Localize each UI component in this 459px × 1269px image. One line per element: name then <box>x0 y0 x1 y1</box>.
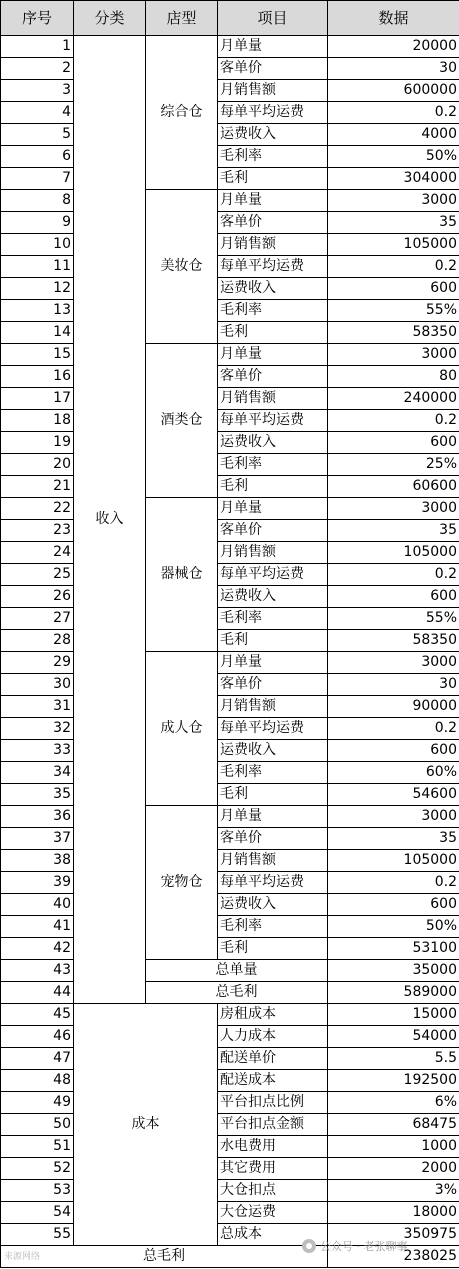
table-row <box>1 784 459 806</box>
item-cell[interactable]: 水电费用 <box>218 1136 328 1158</box>
table-row <box>1 1092 459 1114</box>
seq-cell[interactable]: 33 <box>1 740 74 762</box>
seq-cell[interactable]: 27 <box>1 608 74 630</box>
seq-cell[interactable]: 12 <box>1 278 74 300</box>
seq-cell[interactable]: 7 <box>1 168 74 190</box>
seq-cell[interactable]: 18 <box>1 410 74 432</box>
seq-cell[interactable]: 17 <box>1 388 74 410</box>
value-cell[interactable]: 600 <box>328 740 459 762</box>
item-cell[interactable]: 配送成本 <box>218 1070 328 1092</box>
value-cell[interactable]: 3000 <box>328 190 459 212</box>
table-row <box>1 190 459 212</box>
table-row <box>1 1070 459 1092</box>
header-row <box>1 1 459 36</box>
item-cell[interactable]: 运费收入 <box>218 740 328 762</box>
item-cell[interactable]: 月销售额 <box>218 234 328 256</box>
item-cell[interactable]: 每单平均运费 <box>218 410 328 432</box>
item-cell[interactable]: 毛利率 <box>218 608 328 630</box>
table-row <box>1 80 459 102</box>
grand-total-label-cell[interactable]: 总毛利 <box>1 1246 328 1268</box>
item-cell[interactable]: 毛利 <box>218 322 328 344</box>
seq-cell[interactable]: 38 <box>1 850 74 872</box>
item-cell[interactable]: 运费收入 <box>218 894 328 916</box>
value-cell[interactable]: 30 <box>328 674 459 696</box>
value-cell[interactable]: 3000 <box>328 498 459 520</box>
item-cell[interactable]: 每单平均运费 <box>218 256 328 278</box>
table-row <box>1 234 459 256</box>
table-row <box>1 520 459 542</box>
seq-cell[interactable]: 4 <box>1 102 74 124</box>
value-cell[interactable]: 4000 <box>328 124 459 146</box>
table-row <box>1 498 459 520</box>
value-cell[interactable]: 589000 <box>328 982 459 1004</box>
value-cell[interactable]: 0.2 <box>328 564 459 586</box>
item-cell[interactable]: 月单量 <box>218 36 328 58</box>
seq-cell[interactable]: 36 <box>1 806 74 828</box>
item-cell[interactable]: 毛利 <box>218 938 328 960</box>
item-cell[interactable]: 客单价 <box>218 828 328 850</box>
value-cell[interactable]: 105000 <box>328 542 459 564</box>
value-cell[interactable]: 304000 <box>328 168 459 190</box>
table-row <box>1 388 459 410</box>
seq-cell[interactable]: 3 <box>1 80 74 102</box>
seq-cell[interactable]: 28 <box>1 630 74 652</box>
table-row <box>1 674 459 696</box>
category-cost-cell[interactable]: 成本 <box>74 1004 218 1246</box>
seq-cell[interactable]: 2 <box>1 58 74 80</box>
seq-cell[interactable]: 34 <box>1 762 74 784</box>
seq-cell[interactable]: 10 <box>1 234 74 256</box>
item-cell[interactable]: 月销售额 <box>218 696 328 718</box>
value-cell[interactable]: 0.2 <box>328 102 459 124</box>
value-cell[interactable]: 54000 <box>328 1026 459 1048</box>
seq-cell[interactable]: 29 <box>1 652 74 674</box>
table-row <box>1 322 459 344</box>
seq-cell[interactable]: 24 <box>1 542 74 564</box>
seq-cell[interactable]: 11 <box>1 256 74 278</box>
item-cell[interactable]: 客单价 <box>218 366 328 388</box>
table-row <box>1 894 459 916</box>
item-cell[interactable]: 毛利率 <box>218 916 328 938</box>
table-row <box>1 960 459 982</box>
value-cell[interactable]: 350975 <box>328 1224 459 1246</box>
table-row <box>1 476 459 498</box>
seq-cell[interactable]: 37 <box>1 828 74 850</box>
item-cell[interactable]: 月单量 <box>218 652 328 674</box>
seq-cell[interactable]: 32 <box>1 718 74 740</box>
seq-cell[interactable]: 26 <box>1 586 74 608</box>
item-cell[interactable]: 总成本 <box>218 1224 328 1246</box>
value-cell[interactable]: 600 <box>328 278 459 300</box>
item-cell[interactable]: 毛利率 <box>218 300 328 322</box>
item-cell[interactable]: 房租成本 <box>218 1004 328 1026</box>
value-cell[interactable]: 18000 <box>328 1202 459 1224</box>
item-cell[interactable]: 运费收入 <box>218 278 328 300</box>
value-cell[interactable]: 0.2 <box>328 872 459 894</box>
item-cell[interactable]: 大仓扣点 <box>218 1180 328 1202</box>
seq-cell[interactable]: 13 <box>1 300 74 322</box>
table-row <box>1 300 459 322</box>
value-cell[interactable]: 30 <box>328 58 459 80</box>
item-cell[interactable]: 运费收入 <box>218 432 328 454</box>
value-cell[interactable]: 105000 <box>328 850 459 872</box>
seq-cell[interactable]: 31 <box>1 696 74 718</box>
watermark-left: 来源网络 <box>2 1249 42 1262</box>
table-row <box>1 146 459 168</box>
seq-cell[interactable]: 14 <box>1 322 74 344</box>
value-cell[interactable]: 1000 <box>328 1136 459 1158</box>
income-total-label-cell[interactable]: 总毛利 <box>146 982 328 1004</box>
value-cell[interactable]: 240000 <box>328 388 459 410</box>
value-cell[interactable]: 25% <box>328 454 459 476</box>
table-body <box>1 36 459 1268</box>
header-data[interactable]: 数据 <box>328 1 459 36</box>
table-row <box>1 1114 459 1136</box>
item-cell[interactable]: 平台扣点金额 <box>218 1114 328 1136</box>
income-total-label-cell[interactable]: 总单量 <box>146 960 328 982</box>
seq-cell[interactable]: 22 <box>1 498 74 520</box>
seq-cell[interactable]: 48 <box>1 1070 74 1092</box>
value-cell[interactable]: 3000 <box>328 806 459 828</box>
table-row <box>1 256 459 278</box>
seq-cell[interactable]: 16 <box>1 366 74 388</box>
item-cell[interactable]: 其它费用 <box>218 1158 328 1180</box>
seq-cell[interactable]: 51 <box>1 1136 74 1158</box>
warehouse-cell[interactable]: 综合仓 <box>146 36 218 190</box>
value-cell[interactable]: 600 <box>328 586 459 608</box>
seq-cell[interactable]: 8 <box>1 190 74 212</box>
table-row <box>1 58 459 80</box>
item-cell[interactable]: 毛利率 <box>218 454 328 476</box>
table-row <box>1 630 459 652</box>
item-cell[interactable]: 月单量 <box>218 190 328 212</box>
warehouse-cell[interactable]: 酒类仓 <box>146 344 218 498</box>
table-row <box>1 1004 459 1026</box>
value-cell[interactable]: 55% <box>328 300 459 322</box>
item-cell[interactable]: 每单平均运费 <box>218 718 328 740</box>
header-warehouse[interactable]: 店型 <box>146 1 218 36</box>
table-row <box>1 1202 459 1224</box>
item-cell[interactable]: 运费收入 <box>218 586 328 608</box>
table-row <box>1 432 459 454</box>
table-row <box>1 36 459 58</box>
value-cell[interactable]: 68475 <box>328 1114 459 1136</box>
watermark-right <box>302 1238 408 1254</box>
seq-cell[interactable]: 40 <box>1 894 74 916</box>
item-cell[interactable]: 毛利率 <box>218 762 328 784</box>
table-row <box>1 586 459 608</box>
table-row <box>1 102 459 124</box>
table-row <box>1 828 459 850</box>
category-income-cell[interactable]: 收入 <box>74 36 146 1004</box>
value-cell[interactable]: 90000 <box>328 696 459 718</box>
table-row <box>1 652 459 674</box>
seq-cell[interactable]: 53 <box>1 1180 74 1202</box>
table-row <box>1 564 459 586</box>
seq-cell[interactable]: 9 <box>1 212 74 234</box>
seq-cell[interactable]: 50 <box>1 1114 74 1136</box>
value-cell[interactable]: 192500 <box>328 1070 459 1092</box>
value-cell[interactable]: 3000 <box>328 652 459 674</box>
item-cell[interactable]: 毛利 <box>218 168 328 190</box>
seq-cell[interactable]: 25 <box>1 564 74 586</box>
value-cell[interactable]: 3000 <box>328 344 459 366</box>
seq-cell[interactable]: 6 <box>1 146 74 168</box>
item-cell[interactable]: 人力成本 <box>218 1026 328 1048</box>
seq-cell[interactable]: 39 <box>1 872 74 894</box>
seq-cell[interactable]: 42 <box>1 938 74 960</box>
value-cell[interactable]: 58350 <box>328 322 459 344</box>
table-row <box>1 718 459 740</box>
value-cell[interactable]: 20000 <box>328 36 459 58</box>
table-row <box>1 1048 459 1070</box>
value-cell[interactable]: 60% <box>328 762 459 784</box>
header-seq[interactable]: 序号 <box>1 1 74 36</box>
item-cell[interactable]: 月单量 <box>218 344 328 366</box>
table-row <box>1 1180 459 1202</box>
item-cell[interactable]: 月销售额 <box>218 80 328 102</box>
value-cell[interactable]: 35 <box>328 828 459 850</box>
item-cell[interactable]: 月销售额 <box>218 542 328 564</box>
item-cell[interactable]: 客单价 <box>218 674 328 696</box>
grand-total-value-cell[interactable]: 238025 <box>328 1246 459 1268</box>
table-row <box>1 1026 459 1048</box>
seq-cell[interactable]: 47 <box>1 1048 74 1070</box>
seq-cell[interactable]: 41 <box>1 916 74 938</box>
table-row <box>1 344 459 366</box>
header-item[interactable]: 项目 <box>218 1 328 36</box>
table-row <box>1 1136 459 1158</box>
value-cell[interactable]: 5.5 <box>328 1048 459 1070</box>
seq-cell[interactable]: 45 <box>1 1004 74 1026</box>
value-cell[interactable]: 15000 <box>328 1004 459 1026</box>
seq-cell[interactable]: 5 <box>1 124 74 146</box>
value-cell[interactable]: 54600 <box>328 784 459 806</box>
item-cell[interactable]: 毛利 <box>218 784 328 806</box>
seq-cell[interactable]: 35 <box>1 784 74 806</box>
table-row <box>1 410 459 432</box>
table-row <box>1 696 459 718</box>
item-cell[interactable]: 大仓运费 <box>218 1202 328 1224</box>
value-cell[interactable]: 600 <box>328 432 459 454</box>
table-row <box>1 740 459 762</box>
item-cell[interactable]: 客单价 <box>218 58 328 80</box>
table-row <box>1 916 459 938</box>
table-row <box>1 278 459 300</box>
value-cell[interactable]: 58350 <box>328 630 459 652</box>
header-category[interactable]: 分类 <box>74 1 146 36</box>
seq-cell[interactable]: 44 <box>1 982 74 1004</box>
value-cell[interactable]: 2000 <box>328 1158 459 1180</box>
table-row <box>1 1158 459 1180</box>
value-cell[interactable]: 53100 <box>328 938 459 960</box>
value-cell[interactable]: 35 <box>328 212 459 234</box>
watermark-right-text: 公众号 · 老张聊事 <box>320 1240 408 1253</box>
item-cell[interactable]: 毛利 <box>218 630 328 652</box>
value-cell[interactable]: 105000 <box>328 234 459 256</box>
value-cell[interactable]: 60600 <box>328 476 459 498</box>
seq-cell[interactable]: 43 <box>1 960 74 982</box>
value-cell[interactable]: 3% <box>328 1180 459 1202</box>
table-row <box>1 212 459 234</box>
item-cell[interactable]: 客单价 <box>218 212 328 234</box>
seq-cell[interactable]: 20 <box>1 454 74 476</box>
seq-cell[interactable]: 23 <box>1 520 74 542</box>
value-cell[interactable]: 0.2 <box>328 410 459 432</box>
warehouse-cell[interactable]: 器械仓 <box>146 498 218 652</box>
value-cell[interactable]: 0.2 <box>328 256 459 278</box>
seq-cell[interactable]: 21 <box>1 476 74 498</box>
value-cell[interactable]: 50% <box>328 146 459 168</box>
value-cell[interactable]: 0.2 <box>328 718 459 740</box>
seq-cell[interactable]: 55 <box>1 1224 74 1246</box>
value-cell[interactable]: 35 <box>328 520 459 542</box>
item-cell[interactable]: 毛利 <box>218 476 328 498</box>
seq-cell[interactable]: 54 <box>1 1202 74 1224</box>
item-cell[interactable]: 月销售额 <box>218 850 328 872</box>
table-row <box>1 806 459 828</box>
value-cell[interactable]: 35000 <box>328 960 459 982</box>
table-row <box>1 850 459 872</box>
table-row <box>1 454 459 476</box>
table-row <box>1 542 459 564</box>
seq-cell[interactable]: 19 <box>1 432 74 454</box>
value-cell[interactable]: 50% <box>328 916 459 938</box>
item-cell[interactable]: 月销售额 <box>218 388 328 410</box>
wechat-icon <box>302 1239 316 1253</box>
seq-cell[interactable]: 52 <box>1 1158 74 1180</box>
table-row <box>1 366 459 388</box>
value-cell[interactable]: 600 <box>328 894 459 916</box>
value-cell[interactable]: 80 <box>328 366 459 388</box>
value-cell[interactable]: 55% <box>328 608 459 630</box>
table-row <box>1 982 459 1004</box>
seq-cell[interactable]: 49 <box>1 1092 74 1114</box>
item-cell[interactable]: 每单平均运费 <box>218 872 328 894</box>
item-cell[interactable]: 每单平均运费 <box>218 102 328 124</box>
item-cell[interactable]: 毛利率 <box>218 146 328 168</box>
table-row <box>1 608 459 630</box>
item-cell[interactable]: 配送单价 <box>218 1048 328 1070</box>
warehouse-cell[interactable]: 宠物仓 <box>146 806 218 960</box>
table-row <box>1 124 459 146</box>
seq-cell[interactable]: 15 <box>1 344 74 366</box>
item-cell[interactable]: 月单量 <box>218 498 328 520</box>
item-cell[interactable]: 客单价 <box>218 520 328 542</box>
table-row <box>1 872 459 894</box>
item-cell[interactable]: 运费收入 <box>218 124 328 146</box>
seq-cell[interactable]: 1 <box>1 36 74 58</box>
seq-cell[interactable]: 46 <box>1 1026 74 1048</box>
item-cell[interactable]: 每单平均运费 <box>218 564 328 586</box>
warehouse-cell[interactable]: 成人仓 <box>146 652 218 806</box>
table-row <box>1 938 459 960</box>
table-row <box>1 762 459 784</box>
value-cell[interactable]: 600000 <box>328 80 459 102</box>
table-row <box>1 168 459 190</box>
seq-cell[interactable]: 30 <box>1 674 74 696</box>
value-cell[interactable]: 6% <box>328 1092 459 1114</box>
item-cell[interactable]: 平台扣点比例 <box>218 1092 328 1114</box>
item-cell[interactable]: 月单量 <box>218 806 328 828</box>
warehouse-cell[interactable]: 美妆仓 <box>146 190 218 344</box>
